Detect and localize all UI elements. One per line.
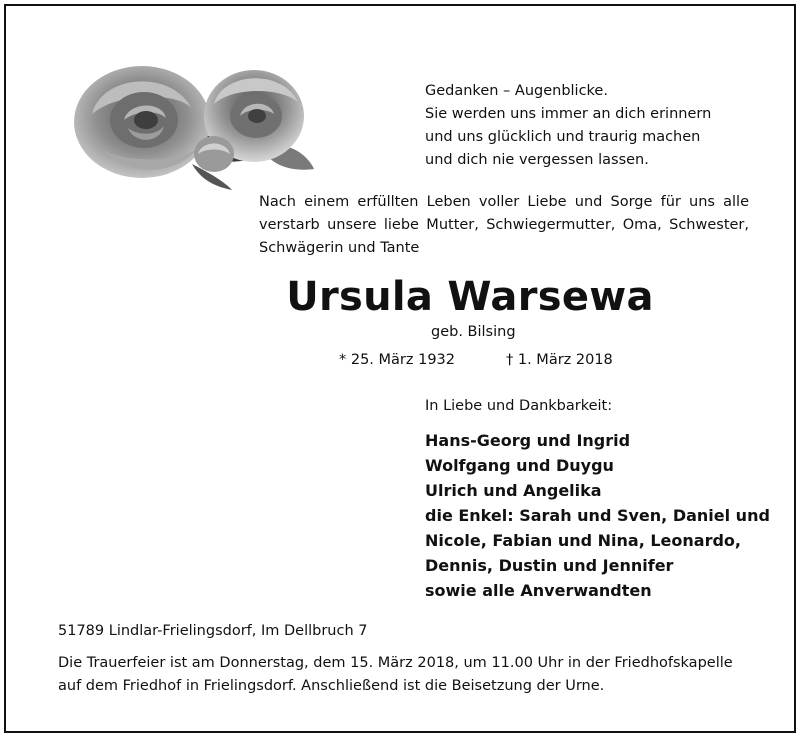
death-date: † 1. März 2018 xyxy=(506,352,613,368)
birth-date: * 25. März 1932 xyxy=(339,352,456,368)
poem xyxy=(425,80,711,172)
family-line: Nicole, Fabian und Nina, Leonardo, xyxy=(425,531,741,550)
poem-line: Gedanken – Augenblicke. xyxy=(425,83,608,99)
family-line: Ulrich und Angelika xyxy=(425,481,602,500)
family-line: die Enkel: Sarah und Sven, Daniel und xyxy=(425,506,770,525)
family-line: Wolfgang und Duygu xyxy=(425,456,614,475)
address: 51789 Lindlar-Frielingsdorf, Im Dellbruch 7 xyxy=(58,623,368,639)
funeral-line: auf dem Friedhof in Frielingsdorf. Anschließend ist die Beisetzung der Urne. xyxy=(58,678,605,694)
intro-line: Schwägerin und Tante xyxy=(259,240,420,256)
intro-text xyxy=(259,191,749,260)
family-line: Dennis, Dustin und Jennifer xyxy=(425,556,674,575)
poem-line: Sie werden uns immer an dich erinnern xyxy=(425,106,712,122)
family-list xyxy=(425,428,770,603)
maiden-name: geb. Bilsing xyxy=(431,324,516,340)
deceased-name: Ursula Warsewa xyxy=(286,274,654,320)
roses-image xyxy=(62,54,318,190)
intro-line: verstarb unsere liebe Mutter, Schwiegermutter, Oma, Schwester, xyxy=(259,217,749,233)
poem-line: und uns glücklich und traurig machen xyxy=(425,129,701,145)
family-line: sowie alle Anverwandten xyxy=(425,581,652,600)
family-line: Hans-Georg und Ingrid xyxy=(425,431,631,450)
intro-line: Nach einem erfüllten Leben voller Liebe und Sorge für uns alle xyxy=(259,194,749,210)
thanks-line: In Liebe und Dankbarkeit: xyxy=(425,398,613,414)
poem-line: und dich nie vergessen lassen. xyxy=(425,152,649,168)
obituary-notice xyxy=(4,4,796,733)
funeral-line: Die Trauerfeier ist am Donnerstag, dem 15. März 2018, um 11.00 Uhr in der Friedhofskapelle xyxy=(58,655,733,671)
funeral-info xyxy=(58,652,733,698)
